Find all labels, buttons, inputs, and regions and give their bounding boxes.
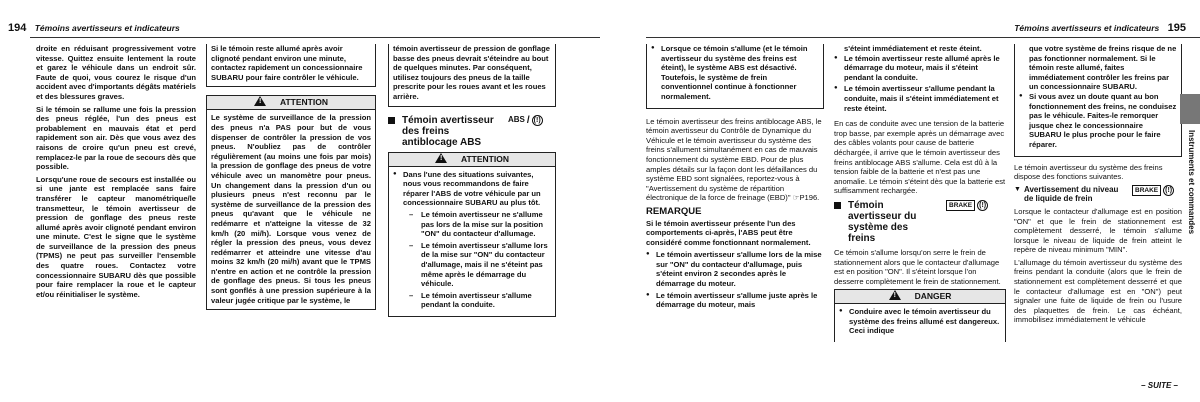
danger-box-continued: que votre système de freins risque de ne pas fonctionner normalement. Si le témoin reste allumé, faites immédiatement contrôler les freins par un concessionnaire SUBARU. ● Si vous avez un doute quant au bon fonctionnement des freins, ne conduisez pas le véhicule. Faites-le remorquer jusque chez le concessionnaire SUBARU le plus proche pour le faire réparer.	[1014, 44, 1182, 157]
section-title-abs	[388, 115, 556, 148]
attention-label: ATTENTION	[279, 97, 328, 108]
header-rule	[646, 37, 1200, 38]
danger-box	[834, 289, 1006, 342]
attention-banner	[207, 96, 375, 110]
brake-warning-icon: BRAKE (!)	[946, 200, 988, 211]
paragraph: L'allumage du témoin avertisseur du système des freins pendant la conduite (alors que le frein de stationnement est complètement desserré et que le contacteur d'allumage est en "ON") peut signaler une fuite de liquide de frein ou l'usure des plaquettes de frein. Le cas échéant, immobilisez immédiatement le véhicule	[1014, 257, 1182, 325]
sub-title-brake-fluid	[1014, 185, 1182, 204]
right-page	[600, 0, 1200, 402]
attention-box-abs	[388, 152, 556, 317]
paragraph: Lorsque le contacteur d'allumage est en position "ON" et que le frein de stationnement est complètement desserré, le témoin s'allume lorsque le niveau de liquide de frein atteint le repère de niveau minimum "MIN".	[1014, 206, 1182, 255]
triangle-bullet-icon: ▼	[1014, 185, 1021, 193]
warning-triangle-icon	[254, 96, 266, 106]
left-col-2	[206, 44, 376, 310]
right-col-1	[646, 44, 824, 312]
section-title-brake	[834, 200, 1006, 244]
paragraph: Lorsqu'une roue de secours est installée ou si une jante est remplacée sans faire transférer le capteur manométrique/le transmetteur, le témoin avertisseur de pression de gonflage des pneus reste allumé après avoir clignoté pendant environ une minute. C'est le signe que le système de surveillance de la pression des pneus (TPMS) ne peut pas surveiller l'ensemble des quatre roues. Contactez votre concessionnaire SUBARU dès que possible pour faire remplacer la roue et le capteur et/ou réinitialiser le système.	[36, 174, 196, 299]
paragraph: Ce témoin s'allume lorsqu'on serre le frein de stationnement alors que le contacteur d'allumage est en position "ON". Il s'éteint lorsque l'on desserre complètement le frein de stationnement.	[834, 247, 1001, 286]
caution-box-continued	[206, 44, 376, 87]
section-title-text: Témoin avertisseur du système des freins	[848, 199, 917, 244]
list-item: ● Lorsque ce témoin s'allume (et le témoin avertisseur du système des freins est éteint), le système ABS est désactivé. Toutefois, le système de frein conventionnel continue à fonctionner normalement.	[651, 44, 819, 102]
page-number: 194	[8, 22, 27, 34]
attention-text-cont: témoin avertisseur de pression de gonflage basse des pneus devrait s'éteindre au bout de quelques minutes. Par conséquent, utilisez toujours des pneus de la taille prescrite pour les roues avant et les roues arrière.	[393, 44, 550, 101]
abs-warning-icon: ABS / (!)	[508, 114, 541, 126]
attention-box	[206, 95, 376, 310]
danger-banner	[835, 290, 1005, 304]
chapter-tab	[1180, 94, 1200, 124]
paragraph: Si le témoin se rallume une fois la pression des pneus réglée, l'un des pneus est probablement en mauvais état et perd rapidement son air. Dès que vous avez des raisons de croire qu'un pneu est crevé, remplacez-le par la roue de secours dès que possible.	[36, 104, 196, 172]
list-item: ● Le témoin avertisseur s'allume lors de la mise sur "ON" du contacteur d'allumage, puis s'éteint environ 2 secondes après le démarrage du moteur.	[646, 250, 824, 288]
header-rule	[30, 37, 600, 38]
list-item: ● Si vous avez un doute quant au bon fonctionnement des freins, ne conduisez pas le véhicule. Faites-le remorquer jusque chez le concessionnaire SUBARU le plus proche pour le faire réparer.	[1019, 92, 1177, 150]
danger-label: DANGER	[914, 291, 952, 302]
warning-triangle-icon	[435, 153, 447, 163]
remarque-heading: REMARQUE	[646, 205, 702, 217]
abs-circle-icon: (!)	[533, 116, 541, 124]
left-col-3	[388, 44, 556, 317]
paragraph: droite en réduisant progressivement votre vitesse. Quittez ensuite lentement la route et garez le véhicule dans un endroit sûr. Faute de quoi, vous courez le risque d'un accident avec d'importants dégâts matériels et des blessures graves.	[36, 44, 196, 101]
list-item: ● Le témoin avertisseur reste allumé après le démarrage du moteur, mais il s'éteint pendant la conduite.	[834, 54, 1006, 83]
paragraph: Le témoin avertisseur des freins antiblocage ABS, le témoin avertisseur du Contrôle de Dynamique du Véhicule et le témoin avertisseur du système des freins s'allument simultanément en cas de mauvais fonctionnement du système EBD. Pour de plus amples détails sur la façon dont les défaillances du système EBD sont signalées, reportez-vous à "Avertissement du système de répartition électronique de la force de freinage (EBD)" ☞P196.	[646, 116, 822, 203]
paragraph: Le témoin avertisseur du système des freins dispose des fonctions suivantes.	[1014, 162, 1163, 182]
attention-banner	[389, 153, 555, 167]
remarque-intro: Si le témoin avertisseur présente l'un des comportements ci-après, l'ABS peut être considéré comme fonctionnant normalement.	[646, 218, 811, 247]
section-title-text: Témoin avertisseur des freins antiblocage ABS	[402, 114, 494, 148]
list-item: ● Le témoin avertisseur s'allume pendant la conduite, mais il s'éteint immédiatement et reste éteint.	[834, 84, 1006, 113]
list-item: ● Conduire avec le témoin avertisseur du système des freins allumé est dangereux. Ceci indique	[839, 307, 1001, 336]
attention-text: Le système de surveillance de la pression des pneus n'a PAS pour but de vous dispenser de contrôler la pression de vos pneus. N'oubliez pas de contrôler régulièrement (au moins une fois par mois) la pression de gonflage des pneus de votre véhicule avec un manomètre pour pneus. Un changement dans la pression d'un ou plusieurs pneus n'est reconnu par le système de surveillance de la pression des pneus qu'avant que le véhicule ne redémarre et n'atteigne la vitesse de 32 km/h (20 mi/h). Lorsque vous venez de régler la pression des pneus, vous devez redémarrer et atteindre une vitesse d'au moins 32 km/h (20 mi/h) avant que le TPMS n'entre en action et ne contrôle la pression de gonflage des pneus. Si tous les pneus sont gonflés à une pression supérieure à la valeur jugée critique par le système, le	[211, 113, 371, 305]
section-square-icon	[388, 117, 395, 124]
right-col-3	[1014, 44, 1182, 328]
brake-warning-icon: BRAKE (!)	[1132, 185, 1174, 196]
page-number: 195	[1167, 22, 1186, 34]
notice-box	[646, 44, 824, 109]
right-col-2	[834, 44, 1006, 342]
remarque-continued: s'éteint immédiatement et reste éteint. ● Le témoin avertisseur reste allumé après le démarrage du moteur, mais il s'éteint pendant la conduite. ● Le témoin avertisseur s'allume pendant la conduite, mais il s'éteint immédiatement et reste éteint.	[834, 44, 1006, 113]
left-col-1	[36, 44, 196, 302]
sub-title-text: Avertissement du niveau de liquide de frein	[1024, 184, 1119, 204]
header-title: Témoins avertisseurs et indicateurs	[34, 23, 180, 33]
paragraph: En cas de conduite avec une tension de la batterie trop basse, par exemple après un démarrage avec des câbles volants pour cause de batterie déchargée, il arrive que le témoin avertisseur des freins antiblocage ABS s'allume. Cela est dû à la tension faible de la batterie et n'est pas une anomalie. Le témoin s'éteint dès que la batterie est suffisamment rechargée.	[834, 119, 1006, 196]
caution-text: Si le témoin reste allumé après avoir clignoté pendant environ une minute, contactez rapidement un concessionnaire SUBARU pour faire contrôler le véhicule.	[211, 44, 363, 82]
chapter-tab-label: Instruments et commandes	[1187, 130, 1196, 235]
list-item: – Le témoin avertisseur s'allume pendant la conduite.	[409, 291, 551, 310]
continued-marker: – SUITE –	[1141, 381, 1178, 390]
header-title: Témoins avertisseurs et indicateurs	[1014, 23, 1160, 33]
section-square-icon	[834, 202, 841, 209]
warning-triangle-icon	[889, 290, 901, 300]
list-item: ● Le témoin avertisseur s'allume juste après le démarrage du moteur, mais	[646, 291, 824, 310]
list-item: – Le témoin avertisseur ne s'allume pas lors de la mise sur la position "ON" du contacteur d'allumage.	[409, 210, 551, 239]
list-item	[393, 170, 551, 310]
list-item: – Le témoin avertisseur s'allume lors de la mise sur "ON" du contacteur d'allumage, mais il ne s'éteint pas même après le démarrage du véhicule.	[409, 241, 551, 289]
attention-box-continued	[388, 44, 556, 107]
page-header-left	[8, 22, 600, 36]
attention-label: ATTENTION	[460, 153, 509, 164]
page-header-right	[626, 22, 1186, 36]
attention-intro: Dans l'une des situations suivantes, nous vous recommandons de faire réparer l'ABS de votre véhicule par un concessionnaire SUBARU au plus tôt.	[403, 169, 541, 208]
